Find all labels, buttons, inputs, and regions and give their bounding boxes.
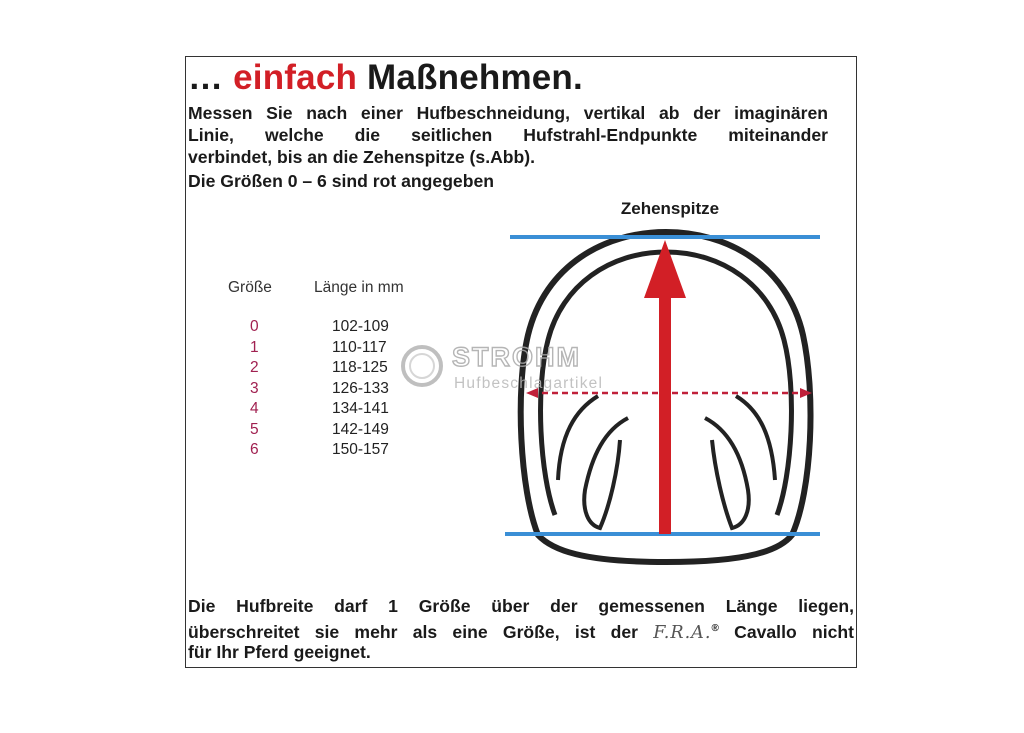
fra-brand: F.R.A. (653, 622, 712, 643)
length-arrowhead (644, 240, 686, 298)
sizes-note: Die Größen 0 – 6 sind rot angegeben (188, 171, 495, 191)
page-title (188, 56, 583, 100)
frog-bar-right (705, 418, 749, 528)
footer-line-3: für Ihr Pferd geeignet. (188, 642, 371, 662)
intro-paragraph (188, 102, 828, 168)
length-value: 126-133 (332, 379, 389, 397)
size-value: 4 (250, 400, 259, 417)
watermark-brand: STROHM (452, 342, 581, 372)
footer-line-2 (188, 618, 854, 641)
size-value: 3 (250, 379, 259, 397)
length-value: 150-157 (332, 441, 389, 458)
strohm-watermark (400, 340, 640, 400)
title-prefix: … (188, 58, 224, 97)
footer-line-2-pre: überschreitet sie mehr als eine Größe, ist der (188, 621, 639, 642)
title-rest: Maßnehmen. (367, 58, 583, 97)
table-row (222, 421, 442, 441)
footer-paragraph (188, 595, 854, 664)
size-value: 5 (250, 420, 259, 438)
frog-bar-left (584, 418, 628, 528)
footer-line-1: Die Hufbreite darf 1 Größe über der gemessenen Länge liegen, (188, 596, 854, 616)
watermark-tagline: Hufbeschlagartikel (454, 375, 604, 392)
title-highlight: einfach (233, 58, 358, 97)
header-size: Größe (228, 279, 272, 296)
size-value: 1 (250, 338, 259, 356)
length-value: 142-149 (332, 420, 389, 438)
size-value: 6 (250, 441, 259, 458)
registered-mark: ® (711, 623, 719, 634)
label-zehenspitze: Zehenspitze (620, 199, 720, 218)
horseshoe-logo-icon (403, 347, 441, 385)
length-arrow-shaft (659, 290, 671, 534)
horseshoe-logo-inner (410, 354, 434, 378)
header-length: Länge in mm (314, 279, 404, 296)
table-row (222, 318, 442, 338)
size-value: 2 (250, 359, 259, 376)
length-value: 134-141 (332, 400, 389, 417)
length-value: 118-125 (332, 359, 388, 376)
intro-line: Messen Sie nach einer Hufbeschneidung, vertikal ab der imaginären (188, 103, 828, 123)
footer-line-2-post: nicht (811, 621, 855, 642)
intro-line: Linie, welche die seitlichen Hufstrahl-Endpunkte miteinander (188, 125, 828, 145)
size-value: 0 (250, 318, 259, 335)
table-row (222, 400, 442, 420)
product-name: Cavallo (734, 621, 797, 642)
length-value: 102-109 (332, 318, 389, 335)
table-row (222, 441, 442, 461)
intro-line: verbindet, bis an die Zehenspitze (s.Abb). (188, 147, 536, 167)
length-value: 110-117 (332, 338, 387, 356)
